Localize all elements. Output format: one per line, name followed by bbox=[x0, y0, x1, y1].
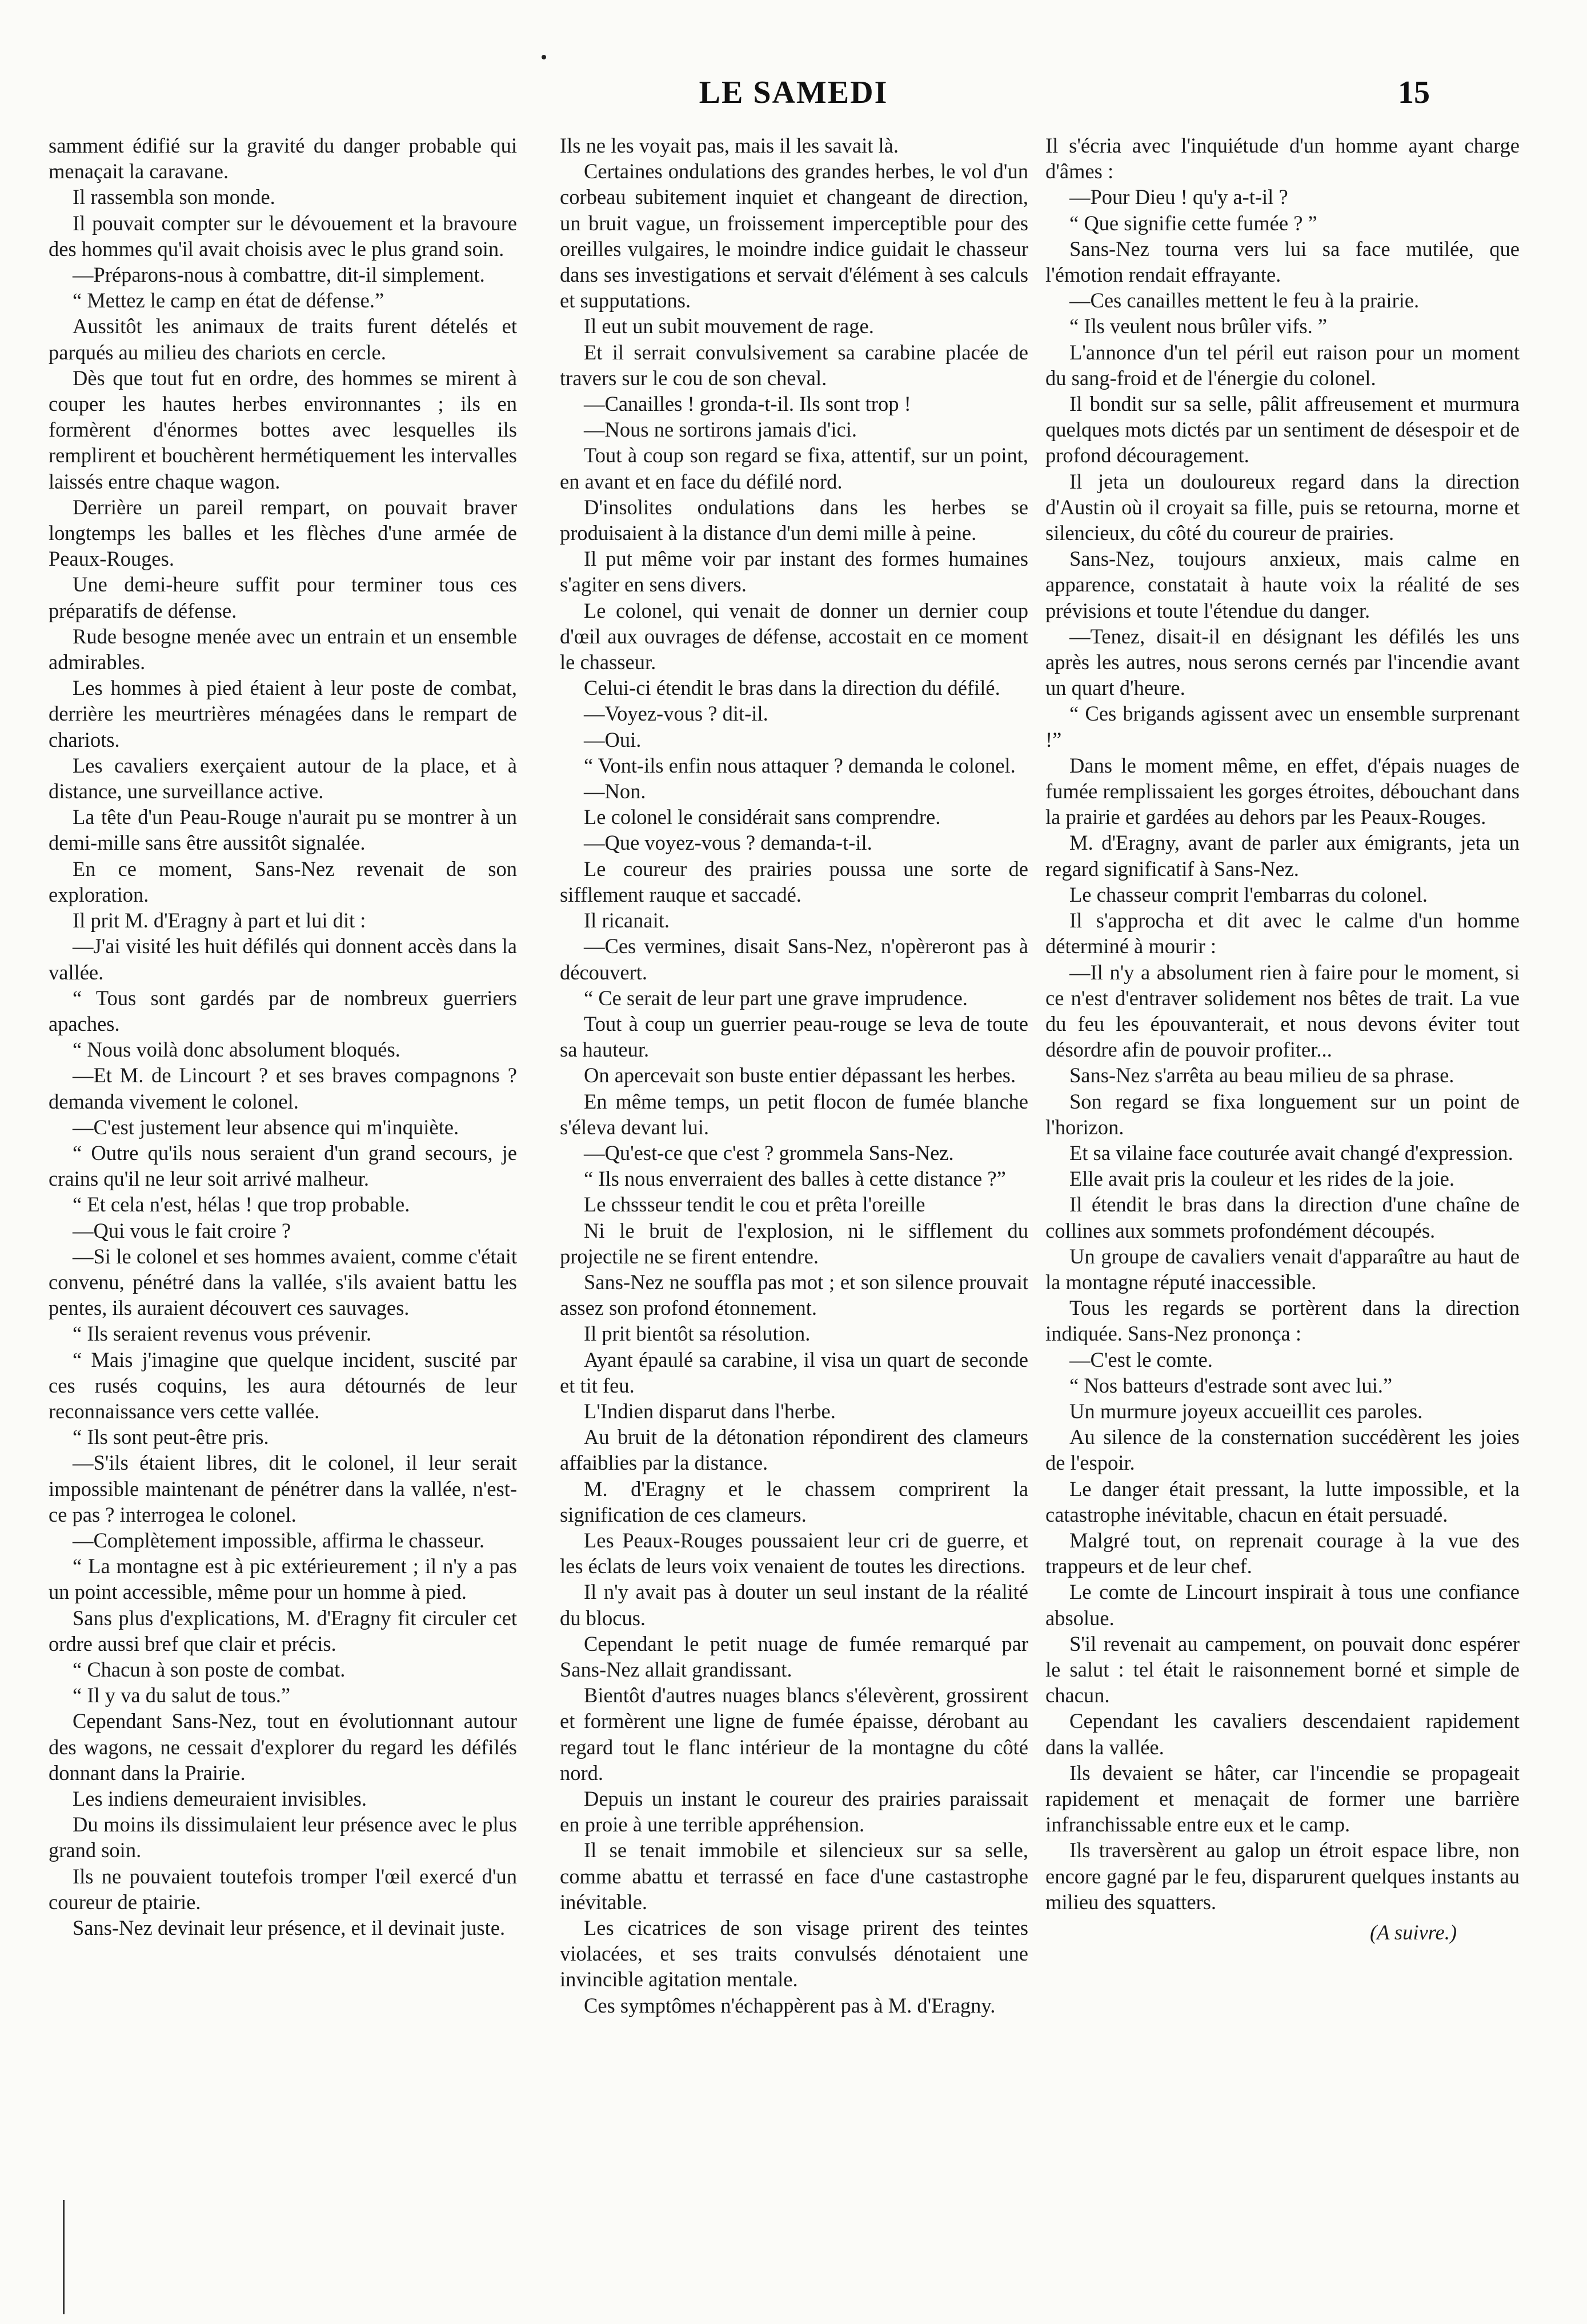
margin-mark bbox=[63, 2200, 65, 2314]
paragraph: “ Chacun à son poste de combat. bbox=[73, 1657, 346, 1681]
paragraph: Certaines ondulations des grandes herbes, le vol d'un corbeau subitement inquiet et changeant de direction, un bruit vague, un froissement imperceptible pour des oreilles vulgaires, le moindre indice guidait le chasseur dans ses investigations et servait d'élément à ses calculs et supputations. bbox=[560, 159, 1028, 313]
paragraph: Les cavaliers exerçaient autour de la place, et à distance, une surveillance active. bbox=[49, 753, 517, 803]
paragraph: “ Et cela n'est, hélas ! que trop probable. bbox=[73, 1193, 410, 1217]
paragraph: M. d'Eragny et le chassem comprirent la signification de ces clameurs. bbox=[560, 1477, 1028, 1526]
paragraph: “ Que signifie cette fumée ? ” bbox=[1069, 211, 1317, 235]
paragraph: Sans-Nez s'arrêta au beau milieu de sa phrase. bbox=[1069, 1063, 1454, 1087]
paragraph: La tête d'un Peau-Rouge n'aurait pu se montrer à un demi-mille sans être aussitôt signalée. bbox=[49, 805, 517, 855]
paragraph: Ayant épaulé sa carabine, il visa un quart de seconde et tit feu. bbox=[560, 1347, 1028, 1397]
paragraph: Au silence de la consternation succédèrent les joies de l'espoir. bbox=[1045, 1425, 1520, 1475]
paragraph: Une demi-heure suffit pour terminer tous ces préparatifs de défense. bbox=[49, 573, 517, 622]
paragraph: Un groupe de cavaliers venait d'apparaître au haut de la montagne réputé inaccessible. bbox=[1045, 1244, 1520, 1294]
paragraph: Malgré tout, on reprenait courage à la vue des trappeurs et de leur chef. bbox=[1045, 1528, 1520, 1578]
paragraph: Tous les regards se portèrent dans la direction indiquée. Sans-Nez prononça : bbox=[1045, 1296, 1520, 1346]
journal-title: LE SAMEDI bbox=[699, 75, 888, 110]
paragraph: En ce moment, Sans-Nez revenait de son exploration. bbox=[49, 857, 517, 906]
paragraph: “ Nous voilà donc absolument bloqués. bbox=[73, 1038, 400, 1062]
paragraph: —Nous ne sortirons jamais d'ici. bbox=[584, 418, 857, 442]
paragraph: Rude besogne menée avec un entrain et un ensemble admirables. bbox=[49, 624, 517, 674]
paragraph: Il s'approcha et dit avec le calme d'un homme déterminé à mourir : bbox=[1045, 909, 1520, 958]
paragraph: Tout à coup son regard se fixa, attentif, sur un point, en avant et en face du défilé nord. bbox=[560, 443, 1028, 493]
paragraph: Les indiens demeuraient invisibles. bbox=[73, 1787, 367, 1810]
paragraph: —C'est le comte. bbox=[1069, 1347, 1213, 1371]
paragraph: —J'ai visité les huit défilés qui donnent accès dans la vallée. bbox=[49, 934, 517, 984]
paragraph: Derrière un pareil rempart, on pouvait braver longtemps les balles et les flèches d'une armée de Peaux-Rouges. bbox=[49, 495, 517, 571]
paragraph: “ Nos batteurs d'estrade sont avec lui.” bbox=[1069, 1373, 1393, 1397]
paragraph: Il n'y avait pas à douter un seul instant de la réalité du blocus. bbox=[560, 1580, 1028, 1630]
paragraph: L'Indien disparut dans l'herbe. bbox=[584, 1399, 836, 1423]
paragraph: Aussitôt les animaux de traits furent dételés et parqués au milieu des chariots en cercle. bbox=[49, 314, 517, 364]
paragraph: Le coureur des prairies poussa une sorte de sifflement rauque et saccadé. bbox=[560, 857, 1028, 906]
paragraph: Son regard se fixa longuement sur un point de l'horizon. bbox=[1045, 1089, 1520, 1139]
paragraph: Le danger était pressant, la lutte impossible, et la catastrophe inévitable, chacun en était persuadé. bbox=[1045, 1477, 1520, 1526]
paragraph: Un murmure joyeux accueillit ces paroles. bbox=[1069, 1399, 1423, 1423]
paragraph: En même temps, un petit flocon de fumée blanche s'éleva devant lui. bbox=[560, 1089, 1028, 1139]
paragraph: Elle avait pris la couleur et les rides de la joie. bbox=[1069, 1167, 1454, 1191]
paragraph: Cependant le petit nuage de fumée remarqué par Sans-Nez allait grandissant. bbox=[560, 1631, 1028, 1681]
paragraph: —Il n'y a absolument rien à faire pour le moment, si ce n'est d'entraver solidement nos bêtes de trait. La vue du feu les épouvanterait, et nous devons éviter tout désordre afin de pouvoir profiter... bbox=[1045, 960, 1520, 1062]
paragraph: Le chssseur tendit le cou et prêta l'oreille bbox=[584, 1193, 925, 1217]
paragraph: Bientôt d'autres nuages blancs s'élevèrent, grossirent et formèrent une ligne de fumée épaisse, dérobant au regard tout le flanc intérieur de la montagne du côté nord. bbox=[560, 1683, 1028, 1785]
paragraph: “ Ils veulent nous brûler vifs. ” bbox=[1069, 314, 1328, 338]
paragraph: Sans-Nez devinait leur présence, et il devinait juste. bbox=[73, 1916, 506, 1940]
column-3 bbox=[1045, 133, 1520, 2293]
paragraph: Il jeta un douloureux regard dans la direction d'Austin où il croyait sa fille, puis se retourna, morne et silencieux, du côté du coureur de prairies. bbox=[1045, 469, 1520, 545]
paragraph: —Pour Dieu ! qu'y a-t-il ? bbox=[1069, 185, 1288, 209]
paragraph: Ils ne les voyait pas, mais il les savait là. bbox=[560, 134, 899, 157]
paragraph: —Tenez, disait-il en désignant les défilés les uns après les autres, nous serons cernés par l'incendie avant un quart d'heure. bbox=[1045, 624, 1520, 700]
paragraph: Ils devaient se hâter, car l'incendie se propageait rapidement et menaçait de former une barrière infranchissable entre eux et le camp. bbox=[1045, 1761, 1520, 1837]
paragraph: “ Ils sont peut-être pris. bbox=[73, 1425, 269, 1449]
paragraph: —Complètement impossible, affirma le chasseur. bbox=[73, 1528, 485, 1552]
to-be-continued: (A suivre.) bbox=[1369, 1921, 1457, 1945]
paragraph: M. d'Eragny, avant de parler aux émigrants, jeta un regard significatif à Sans-Nez. bbox=[1045, 831, 1520, 881]
paragraph: Il rassembla son monde. bbox=[73, 185, 275, 209]
paragraph: On apercevait son buste entier dépassant les herbes. bbox=[584, 1063, 1016, 1087]
paragraph: Celui-ci étendit le bras dans la direction du défilé. bbox=[584, 676, 1000, 700]
page-header bbox=[0, 63, 1587, 131]
paragraph: —Ces vermines, disait Sans-Nez, n'opèreront pas à découvert. bbox=[560, 934, 1028, 984]
paragraph: —Qui vous le fait croire ? bbox=[73, 1218, 291, 1242]
paragraph: —Que voyez-vous ? demanda-t-il. bbox=[584, 831, 872, 855]
paragraph: Et sa vilaine face couturée avait changé d'expression. bbox=[1069, 1141, 1513, 1165]
paragraph: Il étendit le bras dans la direction d'une chaîne de collines aux sommets profondément découpés. bbox=[1045, 1193, 1520, 1242]
paragraph: D'insolites ondulations dans les herbes se produisaient à la distance d'un demi mille à peine. bbox=[560, 495, 1028, 545]
paragraph: “ Ils seraient revenus vous prévenir. bbox=[73, 1322, 371, 1346]
paragraph: Il s'écria avec l'inquiétude d'un homme ayant charge d'âmes : bbox=[1045, 134, 1520, 183]
paragraph: “ La montagne est à pic extérieurement ; il n'y a pas un point accessible, même pour un homme à pied. bbox=[49, 1554, 517, 1604]
paragraph: Le comte de Lincourt inspirait à tous une confiance absolue. bbox=[1045, 1580, 1520, 1630]
paragraph: Les cicatrices de son visage prirent des teintes violacées, et ses traits convulsés dénotaient une invincible agitation mentale. bbox=[560, 1916, 1028, 1991]
paragraph: —C'est justement leur absence qui m'inquiète. bbox=[73, 1115, 459, 1139]
paragraph: Sans-Nez tourna vers lui sa face mutilée, que l'émotion rendait effrayante. bbox=[1045, 237, 1520, 287]
paragraph: S'il revenait au campement, on pouvait donc espérer le salut : tel était le raisonnement borné et simple de chacun. bbox=[1045, 1631, 1520, 1707]
paragraph: Il put même voir par instant des formes humaines s'agiter en sens divers. bbox=[560, 547, 1028, 597]
paragraph: Depuis un instant le coureur des prairies paraissait en proie à une terrible appréhension. bbox=[560, 1787, 1028, 1837]
paragraph: “ Ce serait de leur part une grave imprudence. bbox=[584, 986, 968, 1010]
paragraph: Ils traversèrent au galop un étroit espace libre, non encore gagné par le feu, disparurent quelques instants au milieu des squatters. bbox=[1045, 1838, 1520, 1914]
paragraph: Il bondit sur sa selle, pâlit affreusement et murmura quelques mots dictés par un sentiment de désespoir et de profond découragement. bbox=[1045, 392, 1520, 467]
paragraph: Dès que tout fut en ordre, des hommes se mirent à couper les hautes herbes environnantes ; ils en formèrent d'énormes bottes avec lesquelles ils remplirent et bouchèrent hermétiquement les intervalles laissés entre chaque wagon. bbox=[49, 366, 517, 493]
paragraph: Les hommes à pied étaient à leur poste de combat, derrière les meurtrières ménagées dans le rempart de chariots. bbox=[49, 676, 517, 751]
text-columns bbox=[0, 133, 1587, 2304]
paragraph: “ Ces brigands agissent avec un ensemble surprenant !” bbox=[1045, 702, 1520, 751]
paragraph: “ Il y va du salut de tous.” bbox=[73, 1683, 291, 1707]
paragraph: Au bruit de la détonation répondirent des clameurs affaiblies par la distance. bbox=[560, 1425, 1028, 1475]
paragraph: Tout à coup un guerrier peau-rouge se leva de toute sa hauteur. bbox=[560, 1011, 1028, 1062]
paragraph: —Si le colonel et ses hommes avaient, comme c'était convenu, pénétré dans la vallée, s'ils avaient battu les pentes, ils auraient découvert ces sauvages. bbox=[49, 1244, 517, 1320]
paragraph: Il prit M. d'Eragny à part et lui dit : bbox=[73, 909, 366, 933]
paragraph: “ Ils nous enverraient des balles à cette distance ?” bbox=[584, 1167, 1006, 1191]
paragraph: —S'ils étaient libres, dit le colonel, il leur serait impossible maintenant de pénétrer dans la vallée, n'est-ce pas ? interrogea le colonel. bbox=[49, 1451, 517, 1526]
column-1 bbox=[49, 133, 517, 2293]
paragraph: Les Peaux-Rouges poussaient leur cri de guerre, et les éclats de leurs voix venaient de toutes les directions. bbox=[560, 1528, 1028, 1578]
paragraph: Le colonel le considérait sans comprendre. bbox=[584, 805, 941, 829]
paragraph: Ni le bruit de l'explosion, ni le sifflement du projectile ne se firent entendre. bbox=[560, 1218, 1028, 1268]
paragraph: samment édifié sur la gravité du danger probable qui menaçait la caravane. bbox=[49, 134, 517, 183]
paragraph: Il pouvait compter sur le dévouement et la bravoure des hommes qu'il avait choisis avec le plus grand soin. bbox=[49, 211, 517, 261]
paragraph: Il prit bientôt sa résolution. bbox=[584, 1322, 811, 1346]
paragraph: Ils ne pouvaient toutefois tromper l'œil exercé d'un coureur de ptairie. bbox=[49, 1864, 517, 1914]
paragraph: —Et M. de Lincourt ? et ses braves compagnons ? demanda vivement le colonel. bbox=[49, 1063, 517, 1113]
paragraph: Dans le moment même, en effet, d'épais nuages de fumée remplissaient les gorges étroites, débouchant dans la prairie et gardées au dehors par les Peaux-Rouges. bbox=[1045, 753, 1520, 829]
paragraph: —Voyez-vous ? dit-il. bbox=[584, 702, 768, 726]
paragraph: Cependant Sans-Nez, tout en évolutionnant autour des wagons, ne cessait d'explorer du regard les défilés donnant dans la Prairie. bbox=[49, 1709, 517, 1785]
paragraph: —Oui. bbox=[584, 727, 642, 751]
paragraph: Il ricanait. bbox=[584, 909, 670, 933]
paragraph: Le chasseur comprit l'embarras du colonel. bbox=[1069, 882, 1428, 906]
paragraph: —Préparons-nous à combattre, dit-il simplement. bbox=[73, 263, 485, 287]
paragraph: Cependant les cavaliers descendaient rapidement dans la vallée. bbox=[1045, 1709, 1520, 1759]
paragraph: “ Mettez le camp en état de défense.” bbox=[73, 289, 384, 313]
paragraph: Il eut un subit mouvement de rage. bbox=[584, 314, 874, 338]
paragraph: “ Tous sont gardés par de nombreux guerriers apaches. bbox=[49, 986, 517, 1035]
paragraph: Le colonel, qui venait de donner un dernier coup d'œil aux ouvrages de défense, accostait en ce moment le chasseur. bbox=[560, 598, 1028, 674]
paragraph: Il se tenait immobile et silencieux sur sa selle, comme abattu et terrassé en face d'une castastrophe inévitable. bbox=[560, 1838, 1028, 1914]
paragraph: “ Mais j'imagine que quelque incident, suscité par ces rusés coquins, les aura détournés de leur reconnaissance vers cette vallée. bbox=[49, 1347, 517, 1423]
paragraph: “ Vont-ils enfin nous attaquer ? demanda le colonel. bbox=[584, 753, 1016, 777]
page-number: 15 bbox=[1398, 75, 1430, 110]
paragraph: —Non. bbox=[584, 779, 646, 803]
paragraph: —Qu'est-ce que c'est ? grommela Sans-Nez. bbox=[584, 1141, 954, 1165]
paragraph: L'annonce d'un tel péril eut raison pour un moment du sang-froid et de l'énergie du colonel. bbox=[1045, 340, 1520, 390]
paragraph: Sans plus d'explications, M. d'Eragny fit circuler cet ordre aussi bref que clair et précis. bbox=[49, 1606, 517, 1655]
paragraph: Sans-Nez, toujours anxieux, mais calme en apparence, constatait à haute voix la réalité de ses prévisions et toute l'étendue du danger. bbox=[1045, 547, 1520, 622]
printing-dot bbox=[542, 55, 546, 59]
paragraph: Ces symptômes n'échappèrent pas à M. d'Eragny. bbox=[584, 1993, 996, 2017]
paragraph: Du moins ils dissimulaient leur présence avec le plus grand soin. bbox=[49, 1813, 517, 1862]
paragraph: —Canailles ! gronda-t-il. Ils sont trop ! bbox=[584, 392, 911, 416]
paragraph: Et il serrait convulsivement sa carabine placée de travers sur le cou de son cheval. bbox=[560, 340, 1028, 390]
column-2 bbox=[560, 133, 1028, 2293]
paragraph: —Ces canailles mettent le feu à la prairie. bbox=[1069, 289, 1420, 313]
paragraph: Sans-Nez ne souffla pas mot ; et son silence prouvait assez son profond étonnement. bbox=[560, 1270, 1028, 1320]
paragraph: “ Outre qu'ils nous seraient d'un grand secours, je crains qu'il ne leur soit arrivé malheur. bbox=[49, 1141, 517, 1191]
